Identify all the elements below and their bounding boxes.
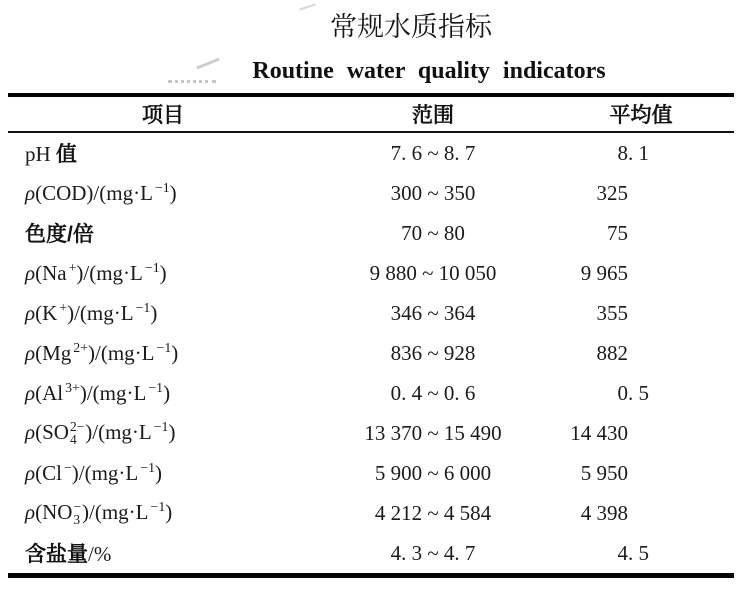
- table-title-english: Routine water quality indicators: [252, 58, 606, 84]
- table-row: [8, 173, 734, 213]
- table-row: [8, 373, 734, 413]
- table-row: [8, 293, 734, 333]
- item-cell: 色度/倍: [25, 223, 94, 246]
- table-row: [8, 413, 734, 453]
- average-cell: 325: [596, 180, 628, 205]
- average-cell: 8. 1: [617, 140, 649, 165]
- item-cell: ρ(Al $^{3+}$)/(mg·L $^{-1}$): [25, 379, 171, 405]
- average-cell: 4 398: [580, 500, 628, 525]
- average-cell: 882: [596, 340, 628, 365]
- item-cell: ρ(Na +)/(mg·L $^{-1}$): [25, 259, 167, 285]
- table-title-chinese: 常规水质指标: [330, 12, 492, 42]
- table-body: [8, 132, 734, 576]
- table-row: [8, 213, 734, 253]
- range-cell: 70 ~ 80: [401, 220, 465, 245]
- range-cell: 836 ~ 928: [390, 340, 476, 365]
- item-cell: 含盐量/%: [25, 542, 112, 566]
- stacked-subsuperscript: − 3: [73, 498, 82, 527]
- table-row: [8, 333, 734, 373]
- average-cell: 75: [607, 220, 628, 245]
- item-cell: ρ(K +)/(mg·L $^{-1}$): [25, 299, 158, 325]
- table-row: [8, 253, 734, 293]
- water-quality-table: [8, 93, 734, 578]
- table-row: [8, 493, 734, 533]
- range-cell: 300 ~ 350: [390, 180, 476, 205]
- column-header-range: 范围: [318, 95, 548, 132]
- average-cell: 5 950: [580, 460, 628, 485]
- item-cell: ρ(Mg $^{2+}$)/(mg·L $^{-1}$): [25, 339, 179, 365]
- table-row: [8, 453, 734, 493]
- range-cell: 5 900 ~ 6 000: [374, 460, 492, 485]
- range-cell: 4 212 ~ 4 584: [374, 500, 492, 525]
- range-cell: 13 370 ~ 15 490: [364, 420, 502, 445]
- average-cell: 355: [596, 300, 628, 325]
- average-cell: 4. 5: [617, 540, 649, 565]
- item-cell: ρ(SO 2− 4 )/(mg·L $^{-1}$): [25, 418, 176, 447]
- item-cell: ρ(NO − 3 )/(mg·L $^{-1}$): [25, 498, 173, 527]
- range-cell: 4. 3 ~ 4. 7: [390, 540, 476, 565]
- average-cell: 0. 5: [617, 380, 649, 405]
- range-cell: 7. 6 ~ 8. 7: [390, 140, 476, 165]
- item-cell: pH 值: [25, 142, 77, 166]
- table-row: [8, 132, 734, 173]
- item-cell: ρ(COD)/(mg·L $^{-1}$): [25, 179, 177, 205]
- table-row: [8, 533, 734, 576]
- range-cell: 9 880 ~ 10 050: [369, 260, 497, 285]
- range-cell: 0. 4 ~ 0. 6: [390, 380, 476, 405]
- item-cell: ρ(Cl −)/(mg·L $^{-1}$): [25, 459, 162, 485]
- stacked-subsuperscript: 2− 4: [69, 418, 85, 447]
- column-header-item: 项目: [8, 95, 318, 132]
- column-header-average: 平均值: [548, 95, 734, 132]
- header-row: [8, 95, 734, 132]
- range-cell: 346 ~ 364: [390, 300, 476, 325]
- table-header: [8, 95, 734, 132]
- average-cell: 14 430: [570, 420, 628, 445]
- average-cell: 9 965: [580, 260, 628, 285]
